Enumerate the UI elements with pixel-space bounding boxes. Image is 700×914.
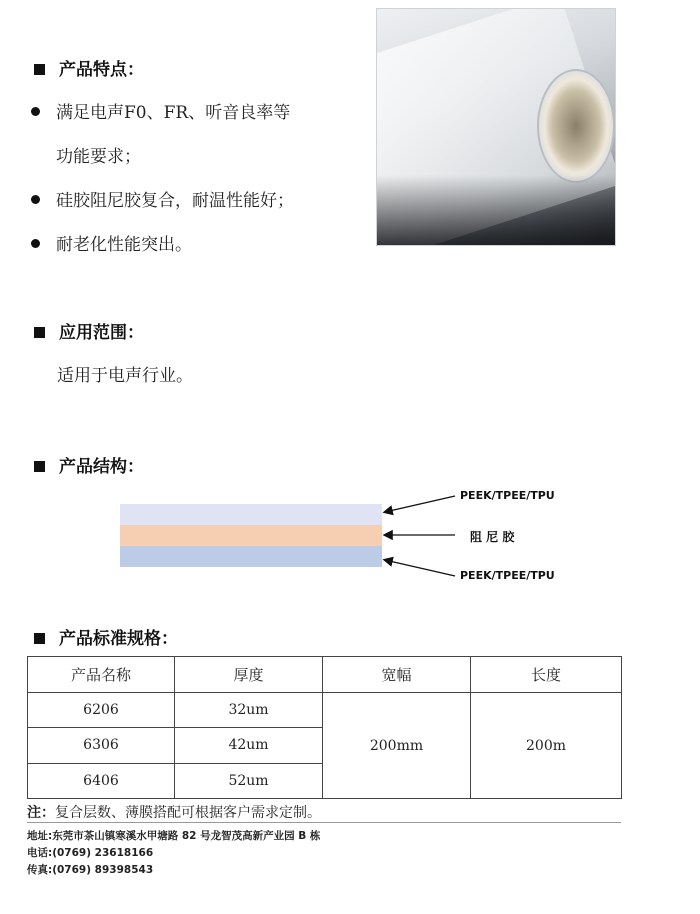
footer-divider	[27, 822, 621, 823]
structure-label-middle: 阻 尼 胶	[470, 530, 515, 544]
arrow-bottom	[385, 560, 455, 576]
cell-thickness: 32um	[175, 693, 323, 728]
application-heading: 应用范围：	[34, 318, 144, 343]
structure-label-bottom: PEEK/TPEE/TPU	[460, 569, 555, 582]
features-heading: 产品特点：	[34, 55, 144, 80]
feature-item: 满足电声F0、FR、听音良率等	[31, 98, 290, 123]
table-header-row	[28, 657, 622, 693]
note-prefix: 注：	[27, 805, 55, 821]
cell-name: 6206	[28, 693, 175, 728]
note	[27, 802, 321, 822]
feature-item: 耐老化性能突出。	[31, 230, 192, 255]
note-text: 复合层数、薄膜搭配可根据客户需求定制。	[55, 805, 321, 821]
column-header-length: 长度	[471, 657, 622, 693]
cell-width: 200mm	[323, 693, 471, 799]
footer-fax: 传真:(0769) 89398543	[27, 864, 154, 876]
structure-heading: 产品结构：	[34, 452, 144, 477]
footer-address: 地址:东莞市茶山镇寒溪水甲塘路 82 号龙智茂高新产业园 B 栋	[27, 830, 321, 842]
cell-name: 6406	[28, 763, 175, 798]
cell-thickness: 42um	[175, 728, 323, 763]
spec-heading: 产品标准规格：	[34, 624, 178, 649]
table-row	[28, 693, 622, 728]
feature-item: 硅胶阻尼胶复合，耐温性能好；	[31, 186, 294, 211]
cell-name: 6306	[28, 728, 175, 763]
arrow-top	[385, 496, 455, 512]
application-text: 适用于电声行业。	[57, 366, 193, 386]
spec-table	[27, 656, 622, 799]
column-header-name: 产品名称	[28, 657, 175, 693]
square-bullet-icon	[34, 633, 45, 644]
feature-item-continued: 功能要求；	[56, 147, 141, 167]
column-header-width: 宽幅	[323, 657, 471, 693]
footer-phone: 电话:(0769) 23618166	[27, 847, 154, 859]
cell-thickness: 52um	[175, 763, 323, 798]
structure-label-top: PEEK/TPEE/TPU	[460, 489, 555, 502]
cell-length: 200m	[471, 693, 622, 799]
column-header-thickness: 厚度	[175, 657, 323, 693]
